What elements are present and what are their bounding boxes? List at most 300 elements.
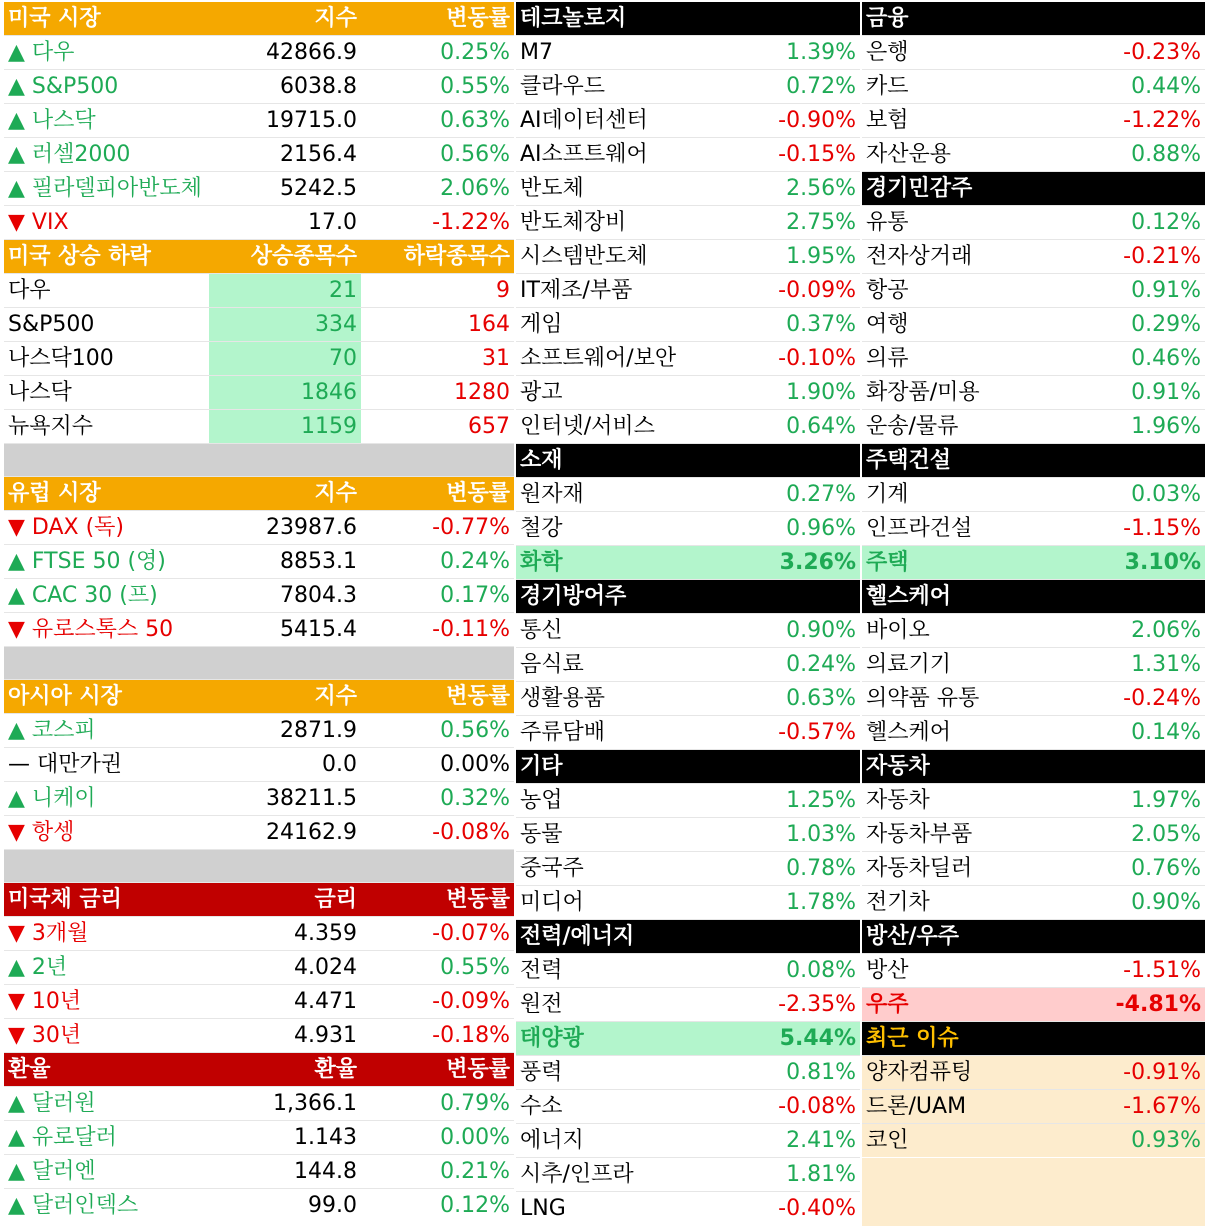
row-name: ▲ 달러원: [4, 1087, 209, 1121]
eu_market-header-cell: 유럽 시장: [4, 477, 209, 511]
sector-row: [516, 1090, 860, 1124]
us_market-header: [4, 2, 514, 36]
sector-row: [516, 308, 860, 342]
sector-change: 0.24%: [716, 648, 860, 682]
sector-name: 양자컴퓨팅: [862, 1056, 1061, 1090]
sector-change: 2.41%: [716, 1124, 860, 1158]
sector-name: 에너지: [516, 1124, 716, 1158]
sector-name: 드론/UAM: [862, 1090, 1061, 1124]
sector-row: [516, 172, 860, 206]
sector-change: 0.88%: [1061, 138, 1205, 172]
sector-name: 우주: [862, 988, 1061, 1022]
sector-change: -0.09%: [716, 274, 860, 308]
sector-row: [516, 1192, 860, 1226]
sector-title: 방산/우주: [862, 920, 1205, 954]
sector-name: 항공: [862, 274, 1061, 308]
sector-change: 0.93%: [1061, 1124, 1205, 1158]
table-row: [4, 1189, 514, 1223]
sector-name: 전력: [516, 954, 716, 988]
sector-name: 자동차부품: [862, 818, 1061, 852]
sectors_mid-table: [516, 2, 860, 1225]
table-row: [4, 816, 514, 850]
sector-change: 1.25%: [716, 784, 860, 818]
row-value: 0.0: [209, 748, 361, 782]
sector-change: 0.27%: [716, 478, 860, 512]
sector-name: 여행: [862, 308, 1061, 342]
sector-title: 최근 이슈: [862, 1022, 1205, 1056]
sector-change: 5.44%: [716, 1022, 860, 1056]
sector-name: 동물: [516, 818, 716, 852]
sector-change: 0.46%: [1061, 342, 1205, 376]
fx-header-cell: 변동률: [361, 1053, 514, 1087]
sector-row: [862, 818, 1205, 852]
sector-header: [862, 580, 1205, 614]
row-value: 7804.3: [209, 579, 361, 613]
asia_market-header-cell: 지수: [209, 680, 361, 714]
sector-row: [862, 784, 1205, 818]
sector-row: [516, 1022, 860, 1056]
asia_market-header-cell: 아시아 시장: [4, 680, 209, 714]
sector-row: [516, 1158, 860, 1192]
sector-row: [516, 478, 860, 512]
row-change: 0.12%: [440, 1193, 510, 1218]
sector-row: [862, 852, 1205, 886]
sector-row: [516, 988, 860, 1022]
sector-change: -0.24%: [1061, 682, 1205, 716]
sector-header: [516, 2, 860, 36]
row-name: ▼ 항셍: [4, 816, 209, 850]
sector-name: 자산운용: [862, 138, 1061, 172]
separator: [4, 850, 514, 883]
sector-name: 주택: [862, 546, 1061, 580]
sector-row: [516, 138, 860, 172]
table-row: [4, 1121, 514, 1155]
sector-name: 화장품/미용: [862, 376, 1061, 410]
table-row: [4, 376, 514, 410]
sector-header: [516, 444, 860, 478]
table-row: [4, 70, 514, 104]
us_breadth-header: [4, 240, 514, 274]
table-row: [4, 545, 514, 579]
sector-name: 시추/인프라: [516, 1158, 716, 1192]
row-value: 8853.1: [209, 545, 361, 579]
sector-row: [516, 274, 860, 308]
decliners-count: 1280: [361, 376, 514, 410]
sector-change: 0.03%: [1061, 478, 1205, 512]
row-name: ▼ 3개월: [4, 917, 209, 951]
sector-change: 1.95%: [716, 240, 860, 274]
sector-name: 방산: [862, 954, 1061, 988]
sector-name: 원자재: [516, 478, 716, 512]
sector-change: 0.64%: [716, 410, 860, 444]
sector-row: [862, 648, 1205, 682]
sector-header: [862, 172, 1205, 206]
row-name: ▼ 10년: [4, 985, 209, 1019]
sector-row: [516, 546, 860, 580]
row-change: 0.32%: [361, 782, 514, 816]
row-name: ▲ S&P500: [4, 70, 209, 104]
sector-name: 미디어: [516, 886, 716, 920]
sector-name: 자동차딜러: [862, 852, 1061, 886]
sector-title: 전력/에너지: [516, 920, 860, 954]
row-change: 0.55%: [361, 70, 514, 104]
row-value: 4.471: [209, 985, 361, 1019]
sector-change: 1.97%: [1061, 784, 1205, 818]
fx-header-cell: 환율: [209, 1053, 361, 1087]
sector-header: [516, 750, 860, 784]
sector-change: 2.06%: [1061, 614, 1205, 648]
row-change: 0.00%: [361, 748, 514, 782]
sector-row: [516, 342, 860, 376]
row-value: 38211.5: [209, 782, 361, 816]
sector-row: [862, 206, 1205, 240]
row-name: ▲ 러셀2000: [4, 138, 209, 172]
row-name: ▲ 나스닥: [4, 104, 209, 138]
sector-row: [862, 716, 1205, 750]
row-value: 24162.9: [209, 816, 361, 850]
row-name: ▲ CAC 30 (프): [4, 579, 209, 613]
sector-row: [862, 308, 1205, 342]
sector-row: [516, 206, 860, 240]
row-name: — 대만가권: [4, 748, 209, 782]
asia_market-header-cell: 변동률: [361, 680, 514, 714]
sector-row: [862, 886, 1205, 920]
sector-change: 0.63%: [716, 682, 860, 716]
row-change: -0.07%: [361, 917, 514, 951]
table-row: [4, 1019, 514, 1053]
table-row: [4, 308, 514, 342]
row-value: 17.0: [209, 206, 361, 240]
sector-name: 음식료: [516, 648, 716, 682]
sector-row: [862, 138, 1205, 172]
sector-change: 0.78%: [716, 852, 860, 886]
sector-change: 2.56%: [716, 172, 860, 206]
sector-change: -1.67%: [1061, 1090, 1205, 1124]
row-name: ▲ 달러엔: [4, 1155, 209, 1189]
row-change: 2.06%: [361, 172, 514, 206]
decliners-count: 164: [361, 308, 514, 342]
row-value: 1.143: [209, 1121, 361, 1155]
sector-row: [516, 648, 860, 682]
sector-change: -4.81%: [1061, 988, 1205, 1022]
sector-change: 0.81%: [716, 1056, 860, 1090]
sector-name: LNG: [520, 1196, 566, 1221]
row-value: 6038.8: [209, 70, 361, 104]
us_breadth-header-cell: 상승종목수: [209, 240, 361, 274]
sector-name: 반도체: [516, 172, 716, 206]
table-row: [4, 206, 514, 240]
sector-change: 0.90%: [716, 614, 860, 648]
sector-row: [862, 342, 1205, 376]
row-value: 2156.4: [209, 138, 361, 172]
sector-change: 1.90%: [716, 376, 860, 410]
sector-change: 0.08%: [716, 954, 860, 988]
sector-header: [862, 750, 1205, 784]
separator-row: [4, 647, 514, 680]
row-value: 99.0: [308, 1193, 357, 1218]
table-row: [4, 274, 514, 308]
row-name: ▲ 코스피: [4, 714, 209, 748]
sector-row: [516, 784, 860, 818]
sector-change: 0.91%: [1061, 274, 1205, 308]
sector-title: 테크놀로지: [516, 2, 860, 36]
sector-row: [862, 512, 1205, 546]
table-row: [4, 410, 514, 444]
row-name: 나스닥: [4, 376, 209, 410]
sector-row: [516, 36, 860, 70]
table-row: [4, 36, 514, 70]
row-name: ▲ FTSE 50 (영): [4, 545, 209, 579]
table-row: [4, 342, 514, 376]
advancers-count: 334: [209, 308, 361, 342]
sector-change: 1.31%: [1061, 648, 1205, 682]
row-value: 5415.4: [209, 613, 361, 647]
asia_market-header: [4, 680, 514, 714]
sector-row: [516, 954, 860, 988]
sector-row: [862, 70, 1205, 104]
sector-change: 0.12%: [1061, 206, 1205, 240]
sector-row: [862, 240, 1205, 274]
sector-row: [516, 376, 860, 410]
sector-row: [516, 852, 860, 886]
us_breadth-header-cell: 미국 상승 하락: [4, 240, 209, 274]
row-change: 0.63%: [361, 104, 514, 138]
sector-header: [862, 1022, 1205, 1056]
sector-name: 코인: [862, 1124, 1061, 1158]
sector-name: M7: [516, 36, 716, 70]
row-change: 0.21%: [361, 1155, 514, 1189]
us_bonds-header-cell: 변동률: [361, 883, 514, 917]
fx-header: [4, 1053, 514, 1087]
sector-name: 반도체장비: [516, 206, 716, 240]
advancers-count: 1159: [209, 410, 361, 444]
sector-change: 0.91%: [1061, 376, 1205, 410]
sector-name: 인프라건설: [862, 512, 1061, 546]
sector-name: 전기차: [862, 886, 1061, 920]
sector-name: 수소: [516, 1090, 716, 1124]
sector-row: [862, 1090, 1205, 1124]
row-value: 5242.5: [209, 172, 361, 206]
separator-row: [4, 444, 514, 477]
sector-change: 0.29%: [1061, 308, 1205, 342]
row-name: ▼ 30년: [4, 1019, 209, 1053]
sector-row: [516, 104, 860, 138]
sector-title: 경기방어주: [516, 580, 860, 614]
row-value: 4.931: [209, 1019, 361, 1053]
sector-header: [862, 444, 1205, 478]
sector-header: [516, 920, 860, 954]
sector-name: 주류담배: [516, 716, 716, 750]
sector-change: -0.10%: [716, 342, 860, 376]
sector-name: 클라우드: [516, 70, 716, 104]
row-change: 0.00%: [361, 1121, 514, 1155]
decliners-count: 31: [361, 342, 514, 376]
sector-name: 기계: [862, 478, 1061, 512]
sector-title: 소재: [516, 444, 860, 478]
sector-name: 전자상거래: [862, 240, 1061, 274]
row-name: ▲ 필라델피아반도체: [4, 172, 209, 206]
sector-name: AI소프트웨어: [516, 138, 716, 172]
right-column: [862, 2, 1205, 1157]
sector-name: 바이오: [862, 614, 1061, 648]
sector-change: 3.10%: [1061, 546, 1205, 580]
sector-change: 2.05%: [1061, 818, 1205, 852]
row-change: -0.77%: [361, 511, 514, 545]
sector-title: 경기민감주: [862, 172, 1205, 206]
sector-row: [516, 886, 860, 920]
advancers-count: 21: [209, 274, 361, 308]
sector-name: 유통: [862, 206, 1061, 240]
sector-name: 생활용품: [516, 682, 716, 716]
row-change: -0.09%: [361, 985, 514, 1019]
sector-row: [862, 478, 1205, 512]
table-row: [4, 104, 514, 138]
sector-title: 기타: [516, 750, 860, 784]
sector-change: 2.75%: [716, 206, 860, 240]
sector-name: 시스템반도체: [516, 240, 716, 274]
sector-row: [862, 682, 1205, 716]
row-value: 42866.9: [209, 36, 361, 70]
sector-change: -1.15%: [1061, 512, 1205, 546]
decliners-count: 657: [361, 410, 514, 444]
table-row: [4, 1155, 514, 1189]
row-change: 0.79%: [361, 1087, 514, 1121]
sector-change: -1.51%: [1061, 954, 1205, 988]
advancers-count: 1846: [209, 376, 361, 410]
row-name: 뉴욕지수: [4, 410, 209, 444]
sector-name: 의료기기: [862, 648, 1061, 682]
sector-row: [516, 240, 860, 274]
sector-change: -0.90%: [716, 104, 860, 138]
us_market-header-cell: 지수: [209, 2, 361, 36]
sector-row: [516, 818, 860, 852]
row-change: -1.22%: [361, 206, 514, 240]
sector-change: 3.26%: [716, 546, 860, 580]
sector-name: 태양광: [516, 1022, 716, 1056]
sector-row: [516, 716, 860, 750]
sector-name: 의류: [862, 342, 1061, 376]
row-name: S&P500: [4, 308, 209, 342]
sector-name: AI데이터센터: [516, 104, 716, 138]
table-row: [4, 985, 514, 1019]
sector-header: [862, 2, 1205, 36]
sector-change: -0.21%: [1061, 240, 1205, 274]
sector-row: [862, 546, 1205, 580]
sector-row: [862, 274, 1205, 308]
sector-row: [862, 1056, 1205, 1090]
row-change: 0.17%: [361, 579, 514, 613]
middle-column: [516, 2, 860, 1225]
sector-header: [516, 580, 860, 614]
table-row: [4, 951, 514, 985]
row-change: 0.25%: [361, 36, 514, 70]
table-row: [4, 748, 514, 782]
row-value: 23987.6: [209, 511, 361, 545]
sector-row: [516, 1056, 860, 1090]
sector-name: 헬스케어: [862, 716, 1061, 750]
sector-row: [862, 1124, 1205, 1158]
sector-row: [516, 70, 860, 104]
sectors_right-table: [862, 2, 1205, 1157]
row-change: 0.55%: [361, 951, 514, 985]
separator: [4, 444, 514, 477]
left-column: [4, 2, 514, 1222]
row-name: ▲ 2년: [4, 951, 209, 985]
row-name: ▼ VIX: [4, 206, 209, 240]
row-change: -0.18%: [361, 1019, 514, 1053]
table-row: [4, 511, 514, 545]
sector-row: [516, 614, 860, 648]
sector-name: 화학: [516, 546, 716, 580]
eu_market-header-cell: 지수: [209, 477, 361, 511]
sector-name: 철강: [516, 512, 716, 546]
row-name: ▲ 다우: [4, 36, 209, 70]
table-row: [4, 138, 514, 172]
sector-row: [516, 410, 860, 444]
sector-name: 원전: [516, 988, 716, 1022]
sector-change: 1.39%: [716, 36, 860, 70]
table-row: [4, 917, 514, 951]
row-change: -0.11%: [361, 613, 514, 647]
sector-name: 통신: [516, 614, 716, 648]
table-row: [4, 579, 514, 613]
us_bonds-header: [4, 883, 514, 917]
row-value: 144.8: [209, 1155, 361, 1189]
separator-row: [4, 850, 514, 883]
eu_market-header: [4, 477, 514, 511]
fx-header-cell: 환율: [4, 1053, 209, 1087]
sector-row: [862, 954, 1205, 988]
sector-row: [862, 36, 1205, 70]
sector-name: 의약품 유통: [862, 682, 1061, 716]
row-value: 4.024: [209, 951, 361, 985]
sector-row: [862, 376, 1205, 410]
sector-change: -0.40%: [778, 1196, 856, 1221]
sector-change: 0.14%: [1061, 716, 1205, 750]
sector-name: 풍력: [516, 1056, 716, 1090]
sector-title: 헬스케어: [862, 580, 1205, 614]
sector-row: [862, 410, 1205, 444]
row-change: 0.56%: [361, 714, 514, 748]
sector-change: 0.76%: [1061, 852, 1205, 886]
sector-name: IT제조/부품: [516, 274, 716, 308]
sector-title: 자동차: [862, 750, 1205, 784]
sector-title: 금융: [862, 2, 1205, 36]
table-row: [4, 782, 514, 816]
sector-change: 0.96%: [716, 512, 860, 546]
sector-change: -0.23%: [1061, 36, 1205, 70]
decliners-count: 9: [361, 274, 514, 308]
sector-row: [862, 104, 1205, 138]
row-name: ▼ 유로스톡스 50: [4, 613, 209, 647]
table-row: [4, 172, 514, 206]
sector-name: 광고: [516, 376, 716, 410]
sector-row: [516, 682, 860, 716]
sector-change: -0.08%: [716, 1090, 860, 1124]
sector-change: -1.22%: [1061, 104, 1205, 138]
sector-row: [862, 988, 1205, 1022]
row-change: -0.08%: [361, 816, 514, 850]
row-name: 나스닥100: [4, 342, 209, 376]
table-row: [4, 714, 514, 748]
left-table: [4, 2, 514, 1222]
row-name: 다우: [4, 274, 209, 308]
sector-name: 카드: [862, 70, 1061, 104]
sector-change: 1.78%: [716, 886, 860, 920]
row-name: ▼ DAX (독): [4, 511, 209, 545]
sector-name: 자동차: [862, 784, 1061, 818]
us_bonds-header-cell: 금리: [209, 883, 361, 917]
